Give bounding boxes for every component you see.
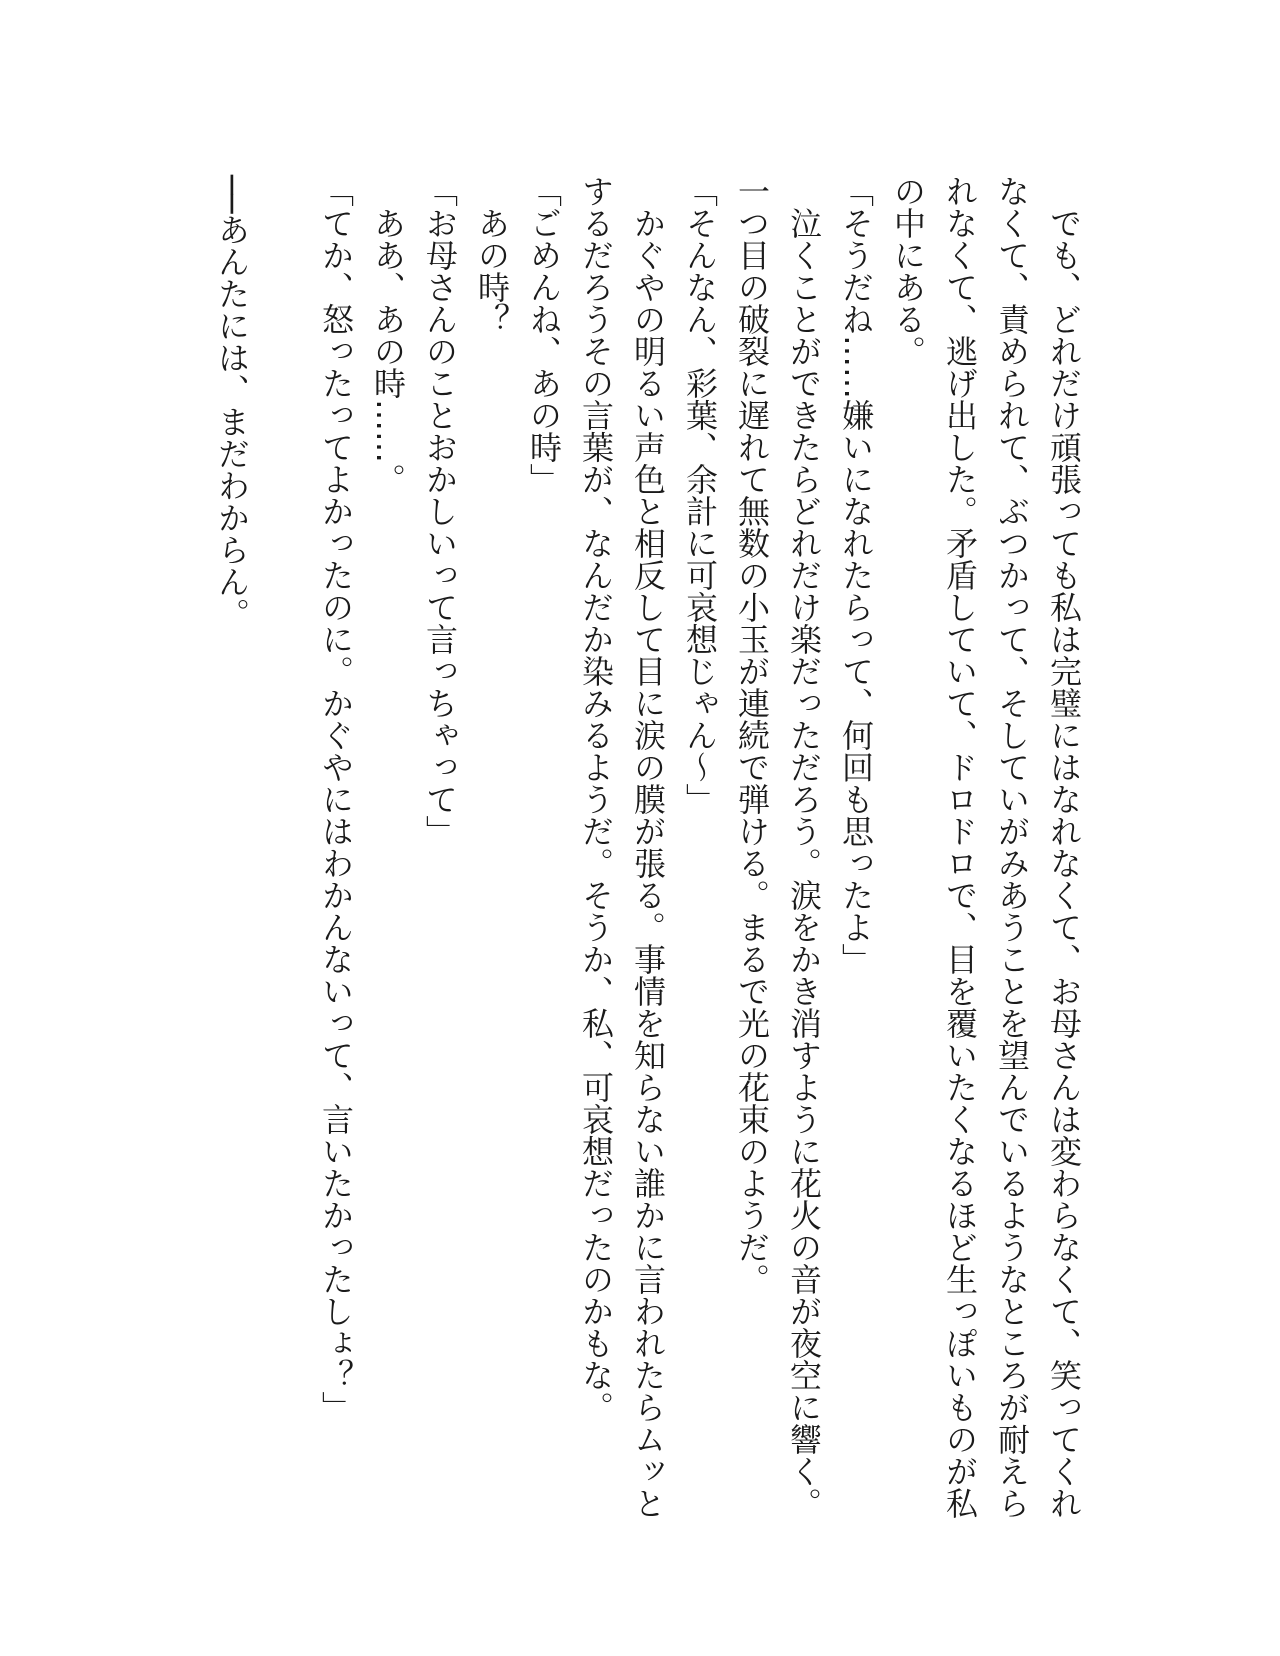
paragraph-3: 泣くことができたらどれだけ楽だっただろう。涙をかき消すように花火の音が夜空に響く。一つ目の破裂に遅れて無数の小玉が連続で弾ける。まるで光の花束のようだ。 <box>733 175 823 1519</box>
paragraph-9: ああ、あの時……。 <box>369 207 407 495</box>
paragraph-5: かぐやの明るい声色と相反して目に涙の膜が張る。事情を知らない誰かに言われたらムッとするだろうその言葉が、なんだか染みるようだ。そうか、私、可哀想だったのかもな。 <box>577 175 667 1519</box>
paragraph-11: ──あんたには、まだわからん。 <box>213 175 251 630</box>
paragraph-1: でも、どれだけ頑張っても私は完璧にはなれなくて、お母さんは変わらなくて、笑ってくれなくて、責められて、ぶつかって、そしていがみあうことを望んでいるようなところが耐えられなくて、逃げ出した。矛盾していて、ドロドロで、目を覆いたくなるほど生っぽいものが私の中にある。 <box>889 175 1083 1519</box>
paragraph-4-dialogue: 「そんなん、彩葉、余計に可哀想じゃん〜」 <box>681 175 719 815</box>
vertical-text-body <box>206 175 1090 1535</box>
scene-break-spacer <box>258 175 310 1535</box>
paragraph-10-dialogue: 「てか、怒ったってよかったのに。かぐやにはわかんないって、言いたかったしょ？」 <box>317 175 355 1423</box>
paragraph-7: あの時？ <box>473 207 511 335</box>
paragraph-6-dialogue: 「ごめんね、あの時」 <box>525 175 563 495</box>
paragraph-2-dialogue: 「そうだね……嫌いになれたらって、何回も思ったよ」 <box>837 175 875 975</box>
paragraph-8-dialogue: 「お母さんのことおかしいって言っちゃって」 <box>421 175 459 847</box>
